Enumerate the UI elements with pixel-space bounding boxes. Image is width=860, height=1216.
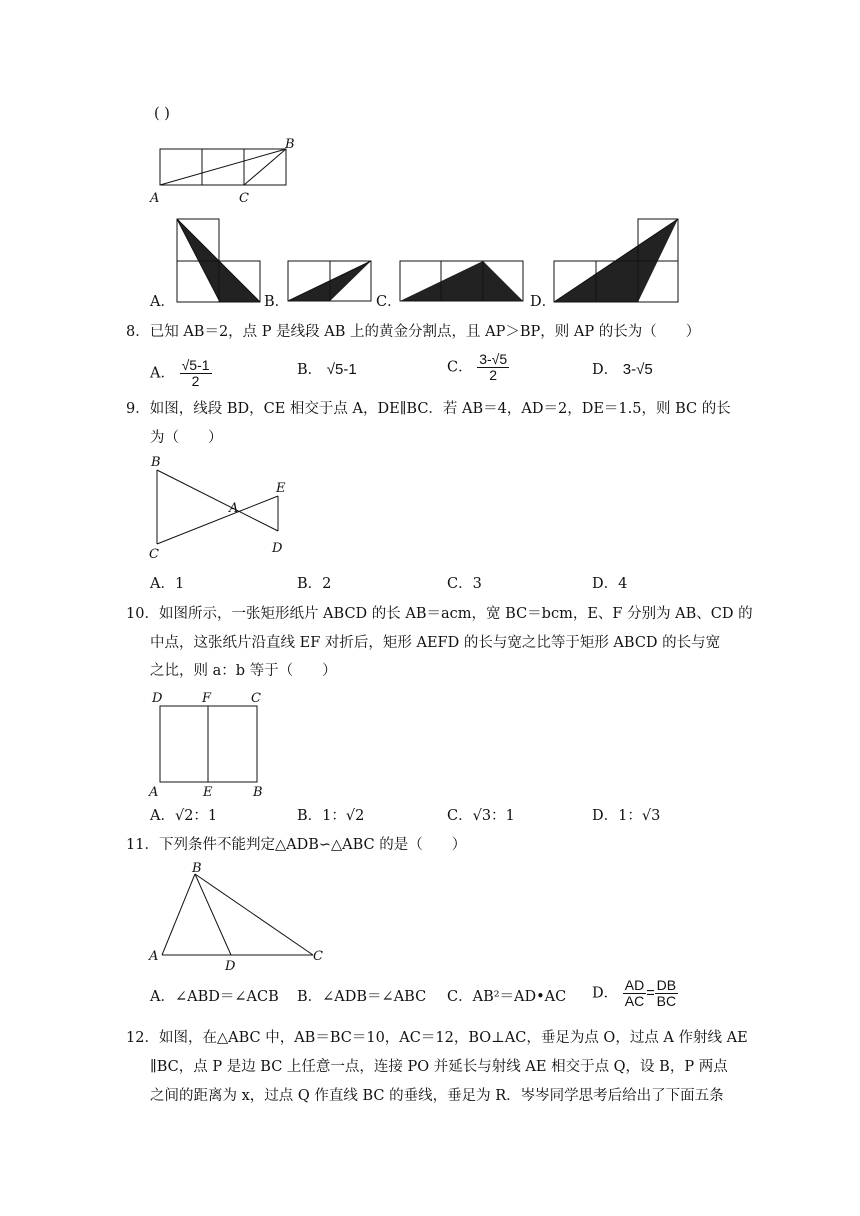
q10-option-a[interactable]: A．√2：1 [150, 808, 218, 824]
q8-option-d-value: 3-√5 [622, 361, 653, 378]
q10-label-d: D [152, 691, 163, 706]
q7-answer-bracket: ( ) [154, 106, 170, 122]
q8-option-c-denominator: 2 [489, 367, 498, 383]
q10-option-c[interactable]: C．√3：1 [447, 808, 515, 824]
q11-option-d-fraction-2 [655, 978, 678, 1009]
q11-option-b[interactable]: B．∠ADB＝∠ABC [297, 989, 427, 1005]
q10-option-b[interactable]: B．1：√2 [297, 808, 365, 824]
q8-option-c-label: C． [447, 359, 473, 376]
q11-option-a[interactable]: A．∠ABD＝∠ACB [150, 989, 279, 1005]
q9-option-c[interactable]: C．3 [447, 576, 482, 592]
q9-label-e: E [276, 481, 286, 496]
q7-option-d-figure [549, 214, 685, 306]
q11-option-d-fraction-1 [623, 978, 646, 1009]
q8-option-d[interactable] [592, 360, 653, 380]
q8-option-b-label: B． [297, 362, 323, 378]
q8-option-c-numerator: 3-√5 [479, 351, 508, 367]
q7-label-b: B [285, 137, 295, 152]
q7-option-a-label[interactable]: A． [150, 294, 175, 310]
q11-label-b: B [192, 861, 202, 876]
q11-option-d[interactable] [592, 978, 678, 1009]
q10-label-c: C [251, 691, 261, 706]
q11-triangle-figure [145, 860, 335, 972]
q11-option-d-denominator-1: AC [624, 993, 645, 1009]
q8-option-a-fraction [180, 358, 212, 389]
q9-option-d[interactable]: D．4 [592, 576, 628, 592]
q11-stem: 11．下列条件不能判定△ADB∽△ABC 的是（ ） [126, 837, 467, 853]
q10-stem-line3: 之比，则 a：b 等于（ ） [150, 663, 337, 679]
q9-figure [145, 452, 295, 562]
q10-stem-line2: 中点，这张纸片沿直线 EF 对折后，矩形 AEFD 的长与宽之比等于矩形 ABCD 的长与宽 [150, 635, 721, 651]
q8-option-c-fraction [477, 352, 509, 383]
q9-label-d: D [272, 541, 283, 556]
q11-option-d-numerator-1: AD [624, 977, 645, 993]
q10-label-a: A [149, 785, 159, 800]
q8-option-b-value: √5-1 [326, 361, 357, 378]
q8-option-b[interactable] [297, 360, 357, 380]
q7-label-c: C [239, 191, 249, 206]
q11-option-d-numerator-2: DB [656, 977, 677, 993]
q10-label-f: F [202, 691, 212, 706]
q9-stem-line2: 为（ ） [150, 430, 223, 446]
q8-option-a-numerator: √5-1 [181, 357, 210, 373]
q9-option-a[interactable]: A．1 [150, 576, 185, 592]
q9-label-c: C [149, 547, 159, 562]
q7-option-c-label[interactable]: C． [376, 294, 402, 310]
q7-option-c-figure [395, 256, 530, 306]
q7-grid-figure [145, 134, 305, 210]
q8-option-c[interactable] [447, 352, 509, 383]
q9-label-b: B [151, 455, 161, 470]
q12-stem-line1: 12．如图，在△ABC 中，AB＝BC＝10，AC＝12，BO⊥AC，垂足为点 O，过点 A 作射线 AE [126, 1030, 748, 1046]
q7-label-a: A [150, 191, 160, 206]
q7-option-b-label[interactable]: B． [264, 294, 290, 310]
q9-label-a: A [229, 501, 239, 516]
q7-option-a-figure [172, 214, 264, 306]
q10-label-e: E [203, 785, 213, 800]
q10-label-b: B [253, 785, 263, 800]
q10-option-d[interactable]: D．1：√3 [592, 808, 661, 824]
q11-option-d-equals: = [646, 985, 655, 1002]
q11-label-c: C [313, 949, 323, 964]
q9-stem-line1: 9．如图，线段 BD，CE 相交于点 A，DE∥BC．若 AB＝4，AD＝2，DE＝1.5，则 BC 的长 [126, 401, 731, 417]
q11-option-d-denominator-2: BC [656, 993, 677, 1009]
q12-stem-line3: 之间的距离为 x，过点 Q 作直线 BC 的垂线，垂足为 R．岑岑同学思考后给出了下面五条 [150, 1088, 724, 1104]
q11-option-d-label: D． [592, 985, 619, 1002]
q8-option-d-label: D． [592, 362, 619, 378]
q7-option-d-label[interactable]: D． [530, 294, 557, 310]
q8-option-a-denominator: 2 [191, 373, 200, 389]
q11-option-c[interactable]: C．AB²＝AD•AC [447, 989, 567, 1005]
q11-label-d: D [225, 959, 236, 972]
q11-label-a: A [149, 949, 159, 964]
q10-rectangle-figure [145, 686, 275, 800]
q12-stem-line2: ∥BC，点 P 是边 BC 上任意一点，连接 PO 并延长与射线 AE 相交于点 Q，设 B，P 两点 [150, 1059, 728, 1075]
q7-option-b-figure [283, 256, 377, 306]
q10-stem-line1: 10．如图所示，一张矩形纸片 ABCD 的长 AB＝acm，宽 BC＝bcm，E、F 分别为 AB、CD 的 [126, 606, 753, 622]
q8-option-a-label: A． [150, 365, 175, 382]
q8-option-a[interactable] [150, 358, 212, 389]
q9-option-b[interactable]: B．2 [297, 576, 332, 592]
q8-stem: 8．已知 AB＝2，点 P 是线段 AB 上的黄金分割点，且 AP＞BP，则 AP 的长为（ ） [126, 324, 701, 340]
